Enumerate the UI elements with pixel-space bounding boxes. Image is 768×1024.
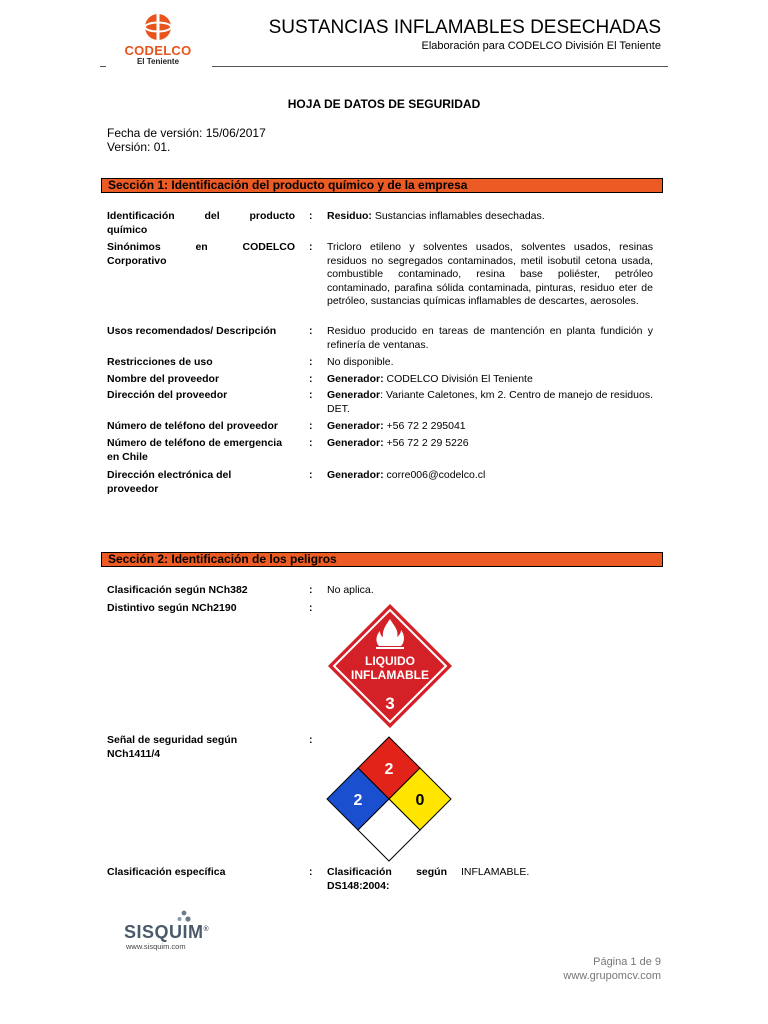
row-colon: :	[309, 389, 313, 401]
row-value: No aplica.	[327, 584, 374, 596]
row-value: Generador: CODELCO División El Teniente	[327, 373, 533, 385]
row-label: Clasificación según NCh382	[107, 584, 248, 596]
row-value-label: Clasificación según DS148:2004:	[327, 866, 447, 892]
row-value: No disponible.	[327, 356, 394, 368]
row-label: Dirección electrónica del proveedor	[107, 469, 232, 495]
nfpa-diamond	[326, 736, 452, 867]
header-dash	[100, 66, 106, 67]
footer-website: www.grupomcv.com	[563, 970, 661, 982]
row-colon: :	[309, 373, 313, 385]
version-number: Versión: 01.	[107, 140, 171, 154]
row-value: INFLAMABLE.	[461, 866, 530, 878]
logo-subtitle: El Teniente	[136, 57, 180, 66]
row-colon: :	[309, 420, 313, 432]
row-label: Sinónimos en CODELCO Corporativo	[107, 241, 295, 267]
row-colon: :	[309, 734, 313, 746]
row-colon: :	[309, 210, 313, 222]
row-value: Generador: corre006@codelco.cl	[327, 469, 486, 481]
row-label: Número de teléfono del proveedor	[107, 420, 278, 432]
row-colon: :	[309, 437, 313, 449]
section-2-header: Sección 2: Identificación de los peligros	[101, 552, 663, 567]
row-label: Dirección del proveedor	[107, 389, 228, 401]
row-label: Restricciones de uso	[107, 356, 213, 368]
row-colon: :	[309, 325, 313, 337]
row-value: Residuo: Sustancias inflamables desechadas.	[327, 210, 545, 222]
header-subtitle: Elaboración para CODELCO División El Teniente	[421, 40, 661, 52]
header-title: SUSTANCIAS INFLAMABLES DESECHADAS	[268, 17, 661, 38]
sisquim-logo: SISQUIM®	[124, 922, 210, 942]
sisquim-url: www.sisquim.com	[126, 942, 186, 951]
row-colon: :	[309, 241, 313, 253]
version-date: Fecha de versión: 15/06/2017	[107, 126, 266, 140]
row-label: Número de teléfono de emergencia en Chile	[107, 437, 283, 463]
header-rule	[212, 66, 668, 67]
row-value: Tricloro etileno y solventes usados, solventes usados, resinas residuos no segregados contaminados, metil isobutil cetona usada, combustible contaminado, resina base poliéster, petróleo contaminado, parafina sólida contaminada, pinturas, residuo eter de petróleo, sustancias químicas inflamables de descartes, aerosoles.	[327, 241, 653, 307]
row-label: Clasificación específica	[107, 866, 226, 878]
nfpa-fire-value: 2	[384, 761, 394, 778]
page-number: Página 1 de 9	[593, 956, 661, 968]
row-label: Distintivo según NCh2190	[107, 602, 237, 614]
row-colon: :	[309, 469, 313, 481]
row-colon: :	[309, 584, 313, 596]
row-colon: :	[309, 602, 313, 614]
row-colon: :	[309, 356, 313, 368]
section-1-header: Sección 1: Identificación del producto químico y de la empresa	[101, 178, 663, 193]
nfpa-reactivity-value: 0	[415, 792, 425, 809]
row-label: Identificación del producto químico	[107, 210, 295, 236]
placard-class-number: 3	[385, 694, 395, 713]
nfpa-health-value: 2	[353, 792, 363, 809]
row-label: Señal de seguridad según NCh1411/4	[107, 734, 238, 760]
row-value: Generador: +56 72 2 295041	[327, 420, 466, 432]
logo-name: CODELCO	[124, 43, 192, 58]
flammable-liquid-placard	[326, 602, 454, 735]
placard-line1: LIQUIDO	[365, 654, 415, 668]
row-value: Generador: +56 72 2 29 5226	[327, 437, 469, 449]
row-value: Generador: Variante Caletones, km 2. Centro de manejo de residuos. DET.	[327, 389, 653, 415]
row-label: Nombre del proveedor	[107, 373, 220, 385]
placard-line2: INFLAMABLE	[351, 668, 429, 682]
row-label: Usos recomendados/ Descripción	[107, 325, 277, 337]
document-title: HOJA DE DATOS DE SEGURIDAD	[287, 97, 481, 111]
row-colon: :	[309, 866, 313, 878]
row-value: Residuo producido en tareas de mantención en planta fundición y refinería de ventanas.	[327, 325, 653, 351]
